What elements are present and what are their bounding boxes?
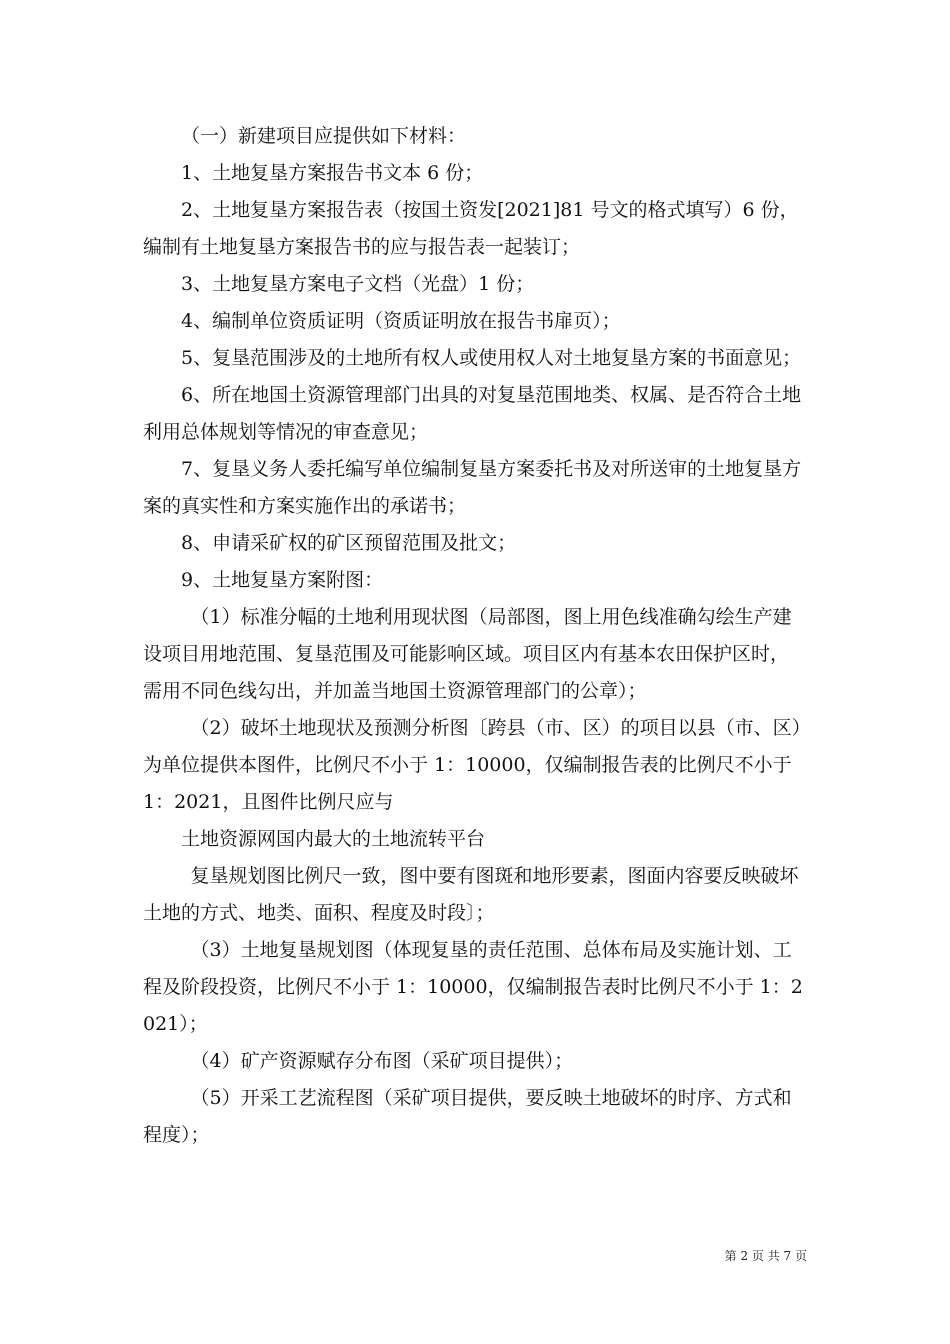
- list-item: 4、编制单位资质证明（资质证明放在报告书扉页）；: [181, 310, 621, 332]
- list-item: 1、土地复垦方案报告书文本 6 份；: [181, 162, 484, 184]
- sub-list-item-continuation: 复垦规划图比例尺一致，图中要有图斑和地形要素，图面内容要反映破坏土地的方式、地类、面积、程度及时段〕；: [143, 865, 799, 924]
- list-item: 6、所在地国土资源管理部门出具的对复垦范围地类、权属、是否符合土地利用总体规划等情况的审查意见；: [143, 384, 802, 443]
- sub-list-item: （4）矿产资源赋存分布图（采矿项目提供）；: [190, 1050, 574, 1072]
- list-item: 3、土地复垦方案电子文档（光盘）1 份；: [181, 273, 535, 295]
- section-heading: （一）新建项目应提供如下材料：: [181, 125, 467, 147]
- sub-list-item: （2）破坏土地现状及预测分析图〔跨县（市、区）的项目以县（市、区）为单位提供本图件，比例尺不小于 1：10000，仅编制报告表的比例尺不小于 1：2021，且图件比例尺应与: [143, 717, 802, 813]
- list-item: 7、复垦义务人委托编写单位编制复垦方案委托书及对所送审的土地复垦方案的真实性和方案实施作出的承诺书；: [143, 458, 802, 517]
- sub-list-item: （3）土地复垦规划图（体现复垦的责任范围、总体布局及实施计划、工程及阶段投资，比例尺不小于 1：10000，仅编制报告表时比例尺不小于 1：2021）；: [143, 939, 803, 1035]
- sub-list-item: （5）开采工艺流程图（采矿项目提供，要反映土地破坏的时序、方式和程度）；: [143, 1087, 792, 1146]
- document-body: [143, 118, 807, 1154]
- page-number: 第 2 页 共 7 页: [724, 1249, 807, 1263]
- list-item: 2、土地复垦方案报告表（按国土资发[2021]81 号文的格式填写）6 份，编制有土地复垦方案报告书的应与报告表一起装订；: [143, 199, 799, 258]
- inserted-note: 土地资源网国内最大的土地流转平台: [181, 828, 486, 850]
- sub-list-item: （1）标准分幅的土地利用现状图（局部图，图上用色线准确勾绘生产建设项目用地范围、复垦范围及可能影响区域。项目区内有基本农田保护区时，需用不同色线勾出，并加盖当地国土资源管理部门的公章）；: [143, 606, 792, 702]
- list-item: 5、复垦范围涉及的土地所有权人或使用权人对土地复垦方案的书面意见；: [181, 347, 802, 369]
- list-item: 9、土地复垦方案附图：: [181, 569, 384, 591]
- list-item: 8、申请采矿权的矿区预留范围及批文；: [181, 532, 517, 554]
